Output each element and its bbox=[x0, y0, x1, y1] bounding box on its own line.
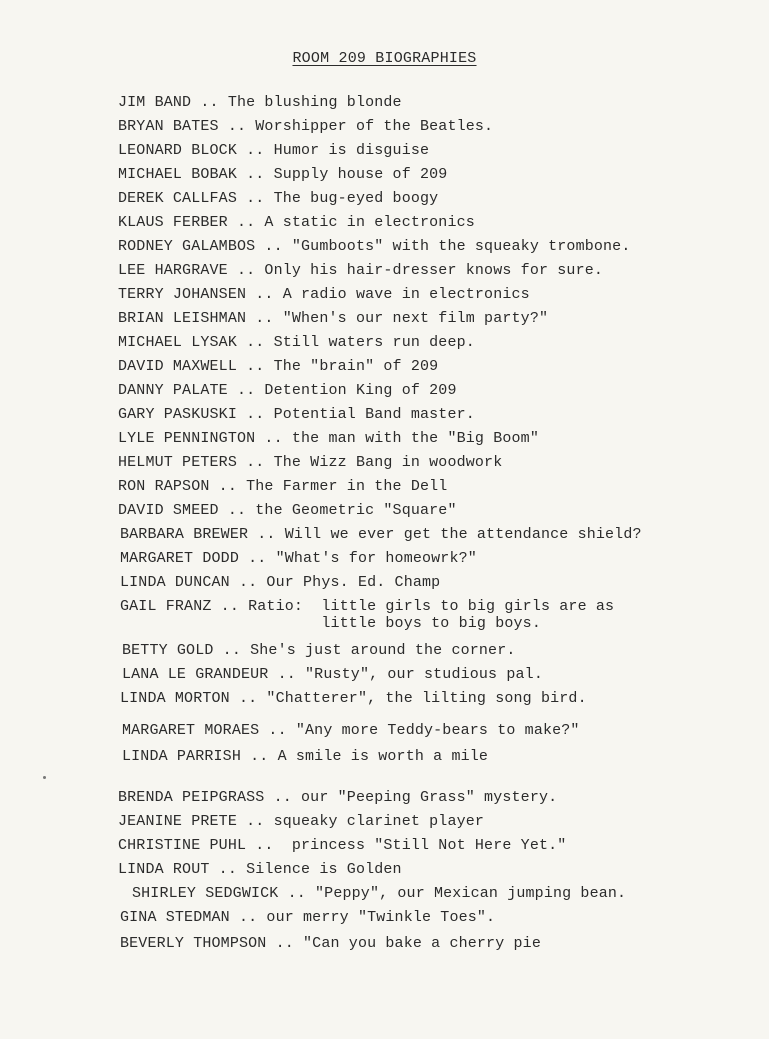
bio-line: LINDA ROUT .. Silence is Golden bbox=[118, 861, 402, 878]
bio-line: RODNEY GALAMBOS .. "Gumboots" with the squeaky trombone. bbox=[118, 238, 631, 255]
bio-line: LEONARD BLOCK .. Humor is disguise bbox=[118, 142, 430, 159]
bio-line: DANNY PALATE .. Detention King of 209 bbox=[118, 382, 457, 399]
bio-line: LEE HARGRAVE .. Only his hair-dresser knows for sure. bbox=[118, 262, 604, 279]
bio-line: MICHAEL LYSAK .. Still waters run deep. bbox=[118, 334, 475, 351]
bio-line: RON RAPSON .. The Farmer in the Dell bbox=[118, 478, 448, 495]
bio-line: BRYAN BATES .. Worshipper of the Beatles. bbox=[118, 118, 494, 135]
bio-line: BRIAN LEISHMAN .. "When's our next film party?" bbox=[118, 310, 549, 327]
bio-line: DAVID SMEED .. the Geometric "Square" bbox=[118, 502, 457, 519]
paper-speck bbox=[43, 776, 46, 779]
bio-line: HELMUT PETERS .. The Wizz Bang in woodwork bbox=[118, 454, 503, 471]
bio-line: CHRISTINE PUHL .. princess "Still Not Here Yet." bbox=[118, 837, 567, 854]
bio-line: TERRY JOHANSEN .. A radio wave in electronics bbox=[118, 286, 530, 303]
bio-line: MARGARET MORAES .. "Any more Teddy-bears to make?" bbox=[122, 722, 580, 739]
bio-line: KLAUS FERBER .. A static in electronics bbox=[118, 214, 475, 231]
bio-line: LINDA PARRISH .. A smile is worth a mile bbox=[122, 748, 489, 765]
bio-line: SHIRLEY SEDGWICK .. "Peppy", our Mexican jumping bean. bbox=[132, 885, 627, 902]
bio-line-continued: little boys to big boys. bbox=[120, 615, 541, 632]
bio-line: BARBARA BREWER .. Will we ever get the attendance shield? bbox=[120, 526, 642, 543]
bio-line: DAVID MAXWELL .. The "brain" of 209 bbox=[118, 358, 439, 375]
bio-line: JIM BAND .. The blushing blonde bbox=[118, 94, 402, 111]
page-title: ROOM 209 BIOGRAPHIES bbox=[292, 50, 477, 67]
bio-line: GARY PASKUSKI .. Potential Band master. bbox=[118, 406, 475, 423]
bio-line: LINDA DUNCAN .. Our Phys. Ed. Champ bbox=[120, 574, 441, 591]
bio-line: LINDA MORTON .. "Chatterer", the lilting song bird. bbox=[120, 690, 587, 707]
bio-line: GINA STEDMAN .. our merry "Twinkle Toes". bbox=[120, 909, 496, 926]
bio-line: BETTY GOLD .. She's just around the corner. bbox=[122, 642, 516, 659]
bio-line: LYLE PENNINGTON .. the man with the "Big Boom" bbox=[118, 430, 539, 447]
bio-line: BRENDA PEIPGRASS .. our "Peeping Grass" mystery. bbox=[118, 789, 558, 806]
bio-line: JEANINE PRETE .. squeaky clarinet player bbox=[118, 813, 485, 830]
bio-line: GAIL FRANZ .. Ratio: little girls to big girls are as bbox=[120, 598, 615, 615]
bio-line: BEVERLY THOMPSON .. "Can you bake a cherry pie bbox=[120, 935, 541, 952]
bio-line: MARGARET DODD .. "What's for homeowrk?" bbox=[120, 550, 477, 567]
bio-line: DEREK CALLFAS .. The bug-eyed boogy bbox=[118, 190, 439, 207]
bio-line: LANA LE GRANDEUR .. "Rusty", our studious pal. bbox=[122, 666, 543, 683]
bio-line: MICHAEL BOBAK .. Supply house of 209 bbox=[118, 166, 448, 183]
